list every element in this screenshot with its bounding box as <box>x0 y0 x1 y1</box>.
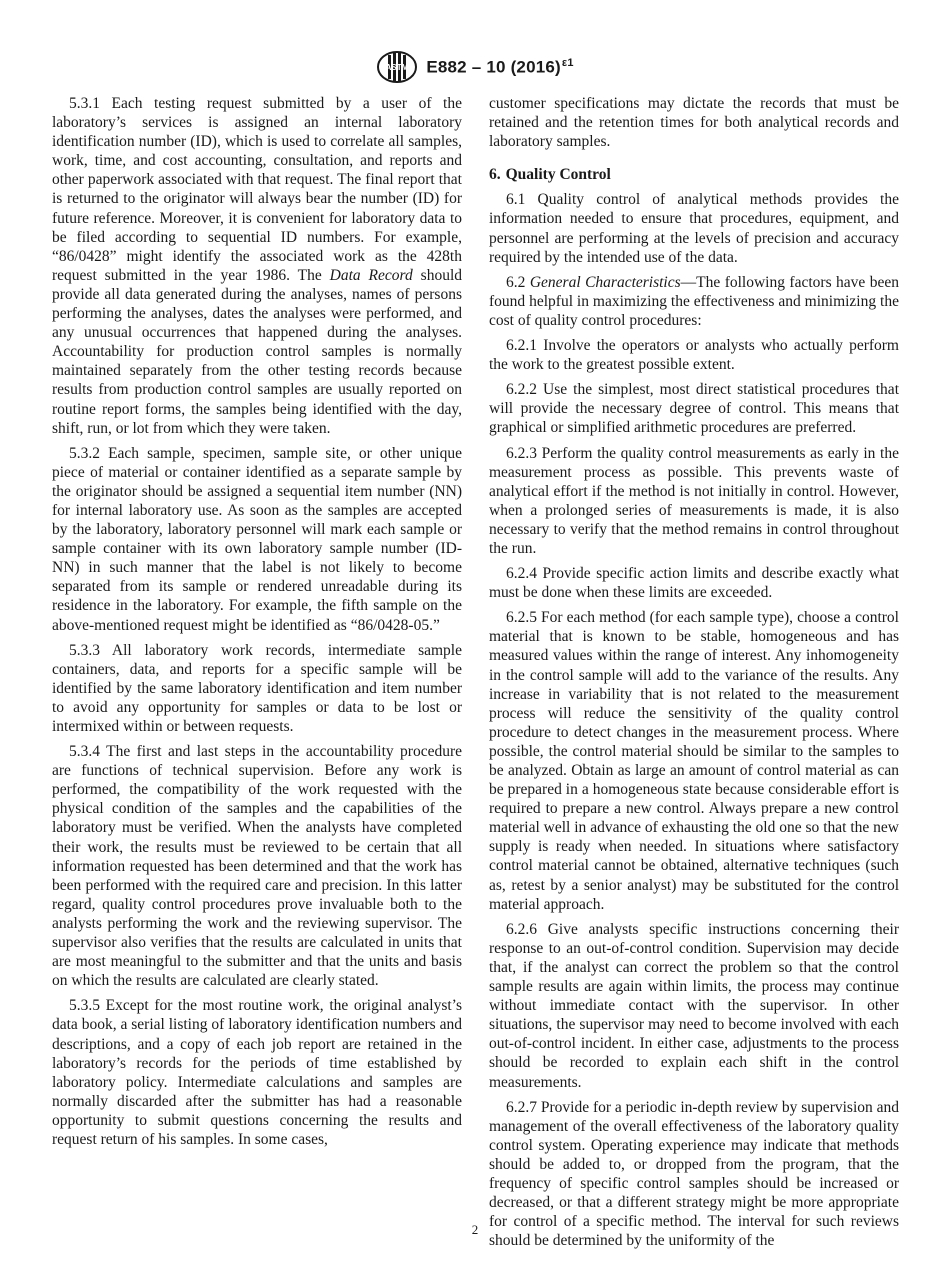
paragraph-text: should provide all data generated during the analyses, names of persons performing the analyses, dates the analyses were performed, and any unusual occurrences that happened during the analyses. Accountability for production control samples is normally maintained separately from the other testing records because results from production control samples are usually reported on routine report forms, the samples being identified with the day, shift, run, or lot from which they were taken. <box>52 266 462 437</box>
paragraph-6-2-2: 6.2.2 Use the simplest, most direct statistical procedures that will provide the necessary degree of control. This means that graphical or simplified arithmetic procedures are preferred. <box>489 381 899 437</box>
page-header <box>0 50 950 84</box>
italic-term: General Characteristics <box>529 273 681 291</box>
paragraph-6-2 <box>489 273 899 330</box>
paragraph-5-3-1 <box>52 94 462 438</box>
document-designation <box>426 57 573 78</box>
section-title: Quality Control <box>505 166 611 184</box>
document-id: E882 – 10 (2016) <box>426 57 561 77</box>
section-number: 6. <box>489 166 501 184</box>
editorial-superscript: ε1 <box>561 56 574 69</box>
paragraph-5-3-3: 5.3.3 All laboratory work records, intermediate sample containers, data, and reports for a specific sample will be identified by the same laboratory identification and item number to avoid any opportunity for samples or data to be lost or intermixed within or between requests. <box>52 641 462 735</box>
section-heading <box>489 165 899 184</box>
logo-lettering: ASTM <box>385 63 409 72</box>
paragraph-6-2-4: 6.2.4 Provide specific action limits and describe exactly what must be done when these limits are exceeded. <box>489 565 899 602</box>
italic-term: Data Record <box>329 266 413 284</box>
paragraph-text: 5.3.1 Each testing request submitted by a user of the laboratory’s services is assigned an internal laboratory identification number (ID), which is used to correlate all samples, work, time, and cost accounting, consultation, and reports and other paperwork associated with that request. The final report that is returned to the originator will always bear the number (ID) for future reference. Moreover, it is convenient for laboratory data to be filed according to sequential ID numbers. For example, “86/0428” might identify the associated work as the 428th request submitted in the year 1986. The <box>52 95 462 284</box>
astm-logo-icon <box>376 50 418 84</box>
right-column <box>489 94 899 1250</box>
paragraph-6-2-7: 6.2.7 Provide for a periodic in-depth review by supervision and management of the overall effectiveness of the laboratory quality control system. Operating experience may indicate that methods should be added to, or dropped from the program, that the frequency of specific control samples should be increased or decreased, or that a different strategy might be more appropriate for control of a specific method. The interval for such reviews should be determined by the uniformity of the <box>489 1098 900 1250</box>
paragraph-5-3-4: 5.3.4 The first and last steps in the accountability procedure are functions of technical supervision. Before any work is performed, the compatibility of the work requested with the physical condition of the samples and the capabilities of the laboratory must be verified. When the analysts have completed their work, the results must be reviewed to be certain that all information requested has been determined and that the work has been performed with the required care and precision. In this latter regard, quality control procedures prove invaluable both to the analysts performing the work and the reviewing supervisor. The supervisor also verifies that the results are calculated in units that are most meaningful to the submitter and that the units and basis on which the results are calculated are clearly stated. <box>52 743 462 990</box>
paragraph-5-3-5: 5.3.5 Except for the most routine work, the original analyst’s data book, a serial listing of laboratory identification numbers and descriptions, and a copy of each job report are retained in the laboratory’s records for the periods of time established by laboratory policy. Intermediate calculations and samples are normally discarded after the submitter has had a reasonable opportunity to submit questions concerning the results and request return of his samples. In some cases, <box>52 997 462 1148</box>
paragraph-6-2-6: 6.2.6 Give analysts specific instructions concerning their response to an out-of-control condition. Supervision may decide that, if the analyst can correct the problem so that the control sample results are again within limits, the process may continue without immediate contact with the supervisor. In other situations, the supervisor may need to become involved with each out-of-control incident. In either case, adjustments to the process should be recorded to explain each shift in the control measurements. <box>489 920 899 1091</box>
left-column <box>52 94 462 1149</box>
paragraph-text: —The following factors have been found helpful in maximizing the effectiveness and minimizing the cost of quality control procedures: <box>489 273 900 329</box>
paragraph-6-2-5: 6.2.5 For each method (for each sample type), choose a control material that is known to be stable, homogeneous and has measured values within the range of interest. Any inhomogeneity in the control sample will add to the variance of the results. Any increase in variability that is not related to the measurement process will reduce the sensitivity of the quality control procedure to detect changes in the measurement process. Where possible, the control material should be similar to the samples to be analyzed. Obtain as large an amount of control material as can be prepared in a homogeneous state because considerable effort is required to prepare a new control. Always prepare a new control material well in advance of exhausting the old one so that the new supply is ready when needed. In situations where satisfactory control material cannot be obtained, alternative techniques (such as, retest by a senior analyst) may be substituted for the control material approach. <box>489 609 899 913</box>
paragraph-5-3-2: 5.3.2 Each sample, specimen, sample site, or other unique piece of material or container identified as a separate sample by the originator should be assigned a sequential item number (NN) for internal laboratory use. As soon as the samples are accepted by the laboratory, laboratory personnel will mark each sample or sample container with its own laboratory sample number (ID-NN) in such manner that the label is not likely to become separated from its sample or rendered unreadable during its residence in the laboratory. For example, the fifth sample on the above-mentioned request might be identified as “86/0428-05.” <box>52 444 462 634</box>
paragraph-continuation: customer specifications may dictate the records that must be retained and the retention times for both analytical records and laboratory samples. <box>489 95 899 151</box>
page-number: 2 <box>471 1222 479 1237</box>
paragraph-6-2-3: 6.2.3 Perform the quality control measurements as early in the measurement process as possible. This prevents waste of analytical effort if the method is not initially in control. However, when a prolonged series of measurements is made, it is also necessary to verify that the method remains in control throughout the run. <box>489 444 899 557</box>
paragraph-6-1: 6.1 Quality control of analytical methods provides the information needed to ensure that procedures, equipment, and personnel are performing at the levels of precision and accuracy required by the intended use of the data. <box>489 191 899 266</box>
paragraph-number: 6.2 <box>506 273 530 291</box>
paragraph-6-2-1: 6.2.1 Involve the operators or analysts who actually perform the work to the greatest possible extent. <box>489 337 899 374</box>
